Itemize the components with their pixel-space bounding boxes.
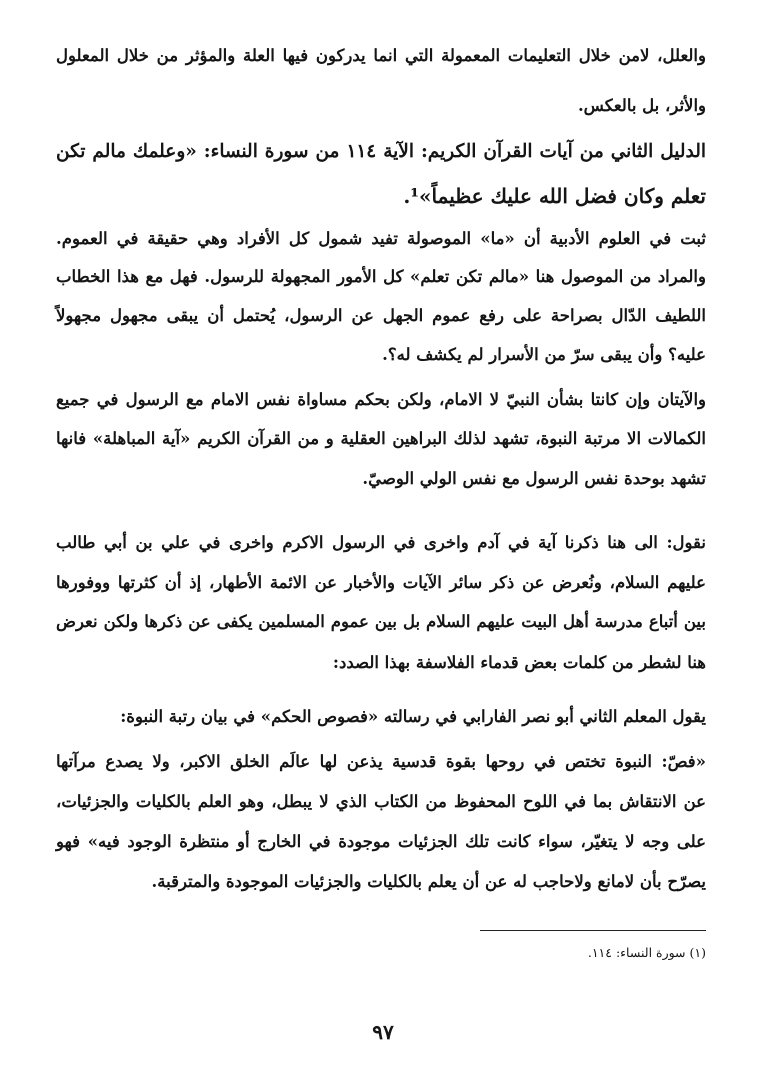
text-line: نقول: الى هنا ذكرنا آية في آدم واخرى في الرسول الاكرم واخرى في علي بن أبي طالب [56,533,706,552]
text-line: الدليل الثاني من آيات القرآن الكريم: الآية ١١٤ من سورة النساء: «وعلمك مالم تكن [56,141,706,162]
text-line: «فصّ: النبوة تختص في روحها بقوة قدسية يذعن لها عالَم الخلق الاكبر، ولا يصدع مرآتها [56,752,706,771]
text-line: الكمالات الا مرتبة النبوة، تشهد لذلك البراهين العقلية و من القرآن الكريم «آية المباهلة» فانها [56,429,706,448]
footnote: (١) سورة النساء: ١١٤. [587,945,706,960]
text-line: عليه؟ وأن يبقى سرّ من الأسرار لم يكشف له؟. [382,345,706,364]
text-line: عليهم السلام، ونُعرض عن ذكر سائر الآيات والأخبار عن الائمة الأطهار، إذ أن كثرتها ووفورها [56,573,706,592]
text-line: عن الانتقاش بما في اللوح المحفوظ من الكتاب الذي لا يبطل، وهو العلم بالكليات والجزئيات، [56,792,706,811]
text-line: والآيتان وإن كانتا بشأن النبيّ لا الامام، ولكن بحكم مساواة نفس الامام مع الرسول في جميع [56,390,706,409]
text-line: اللطيف الدّال بصراحة على رفع عموم الجهل عن الرسول، يُحتمل أن يبقى مجهول مجهولاً [56,306,706,325]
text-line: يصرّح بأن لامانع ولاحاجب له عن أن يعلم بالكليات والجزئيات الموجودة والمترقبة. [151,872,706,891]
text-line: تعلم وكان فضل الله عليك عظيماً»¹. [403,184,706,208]
text-line: والعلل، لامن خلال التعليمات المعمولة التي انما يدركون فيها العلة والمؤثر من خلال المعلول [56,46,706,65]
text-line: هنا لشطر من كلمات بعض قدماء الفلاسفة بهذا الصدد: [332,653,706,672]
text-line: والأثر، بل بالعكس. [577,96,706,115]
text-line: يقول المعلم الثاني أبو نصر الفارابي في رسالته «فصوص الحكم» في بيان رتبة النبوة: [120,707,706,726]
footnote-divider [480,930,706,931]
text-line: على وجه لا يتغيّر، سواء كانت تلك الجزئيات موجودة في الخارج أو منتظرة الوجود فيه» فهو [56,832,706,851]
text-line: ثبت في العلوم الأدبية أن «ما» الموصولة تفيد شمول كل الأفراد وهي حقيقة في العموم. [56,229,706,248]
text-line: تشهد بوحدة نفس الرسول مع نفس الولي الوصيّ. [362,469,706,488]
text-line: والمراد من الموصول هنا «مالم تكن تعلم» كل الأمور المجهولة للرسول. فهل مع هذا الخطاب [56,267,706,286]
page-number: ٩٧ [372,1020,394,1044]
text-line: بين أتباع مدرسة أهل البيت عليهم السلام بل بين عموم المسلمين يكفى عن ذكرها ولكن نعرض [56,612,706,631]
